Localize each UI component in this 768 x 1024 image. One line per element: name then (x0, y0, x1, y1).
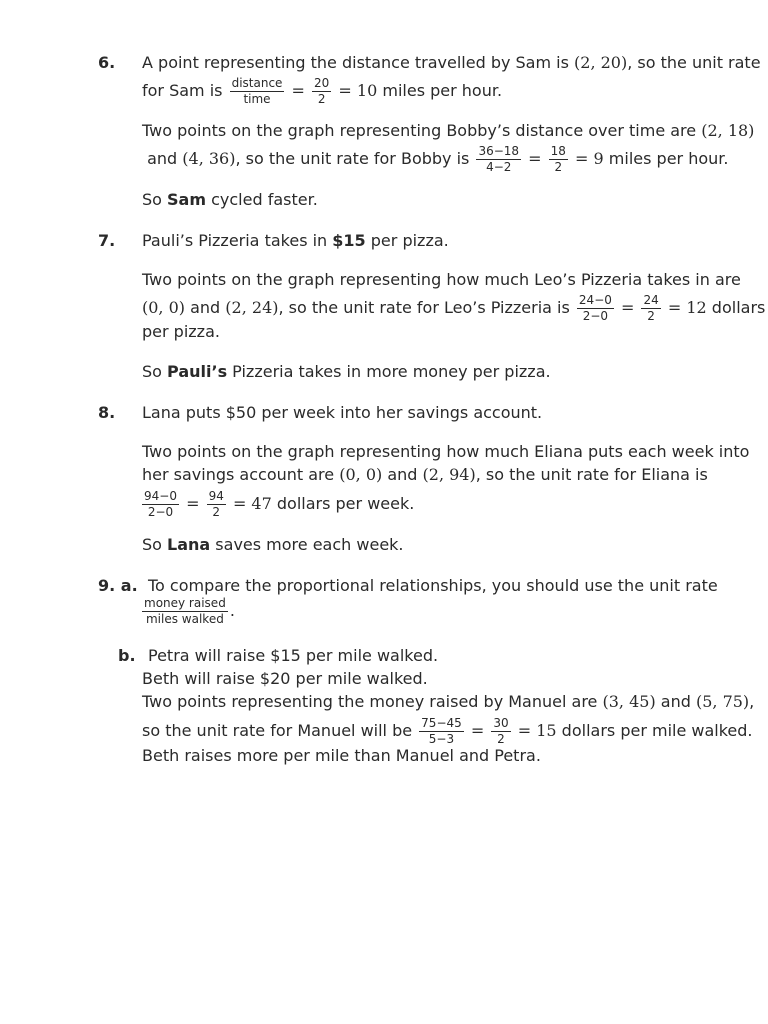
result: = 12 (667, 298, 707, 317)
text: and (382, 465, 423, 484)
coordinate: (2, 24) (225, 298, 279, 317)
result: = 10 (338, 81, 378, 100)
fraction: $\frac{20}{2}$ (314, 76, 330, 106)
text: Pauli’s Pizzeria takes in (142, 231, 333, 250)
text: dollars (706, 298, 766, 317)
text: miles per hour. (603, 149, 729, 168)
result: = 15 (517, 721, 557, 740)
text: So (142, 190, 168, 209)
equals: = (470, 721, 485, 740)
result: = 9 (575, 149, 604, 168)
coordinate: (2, 20) (574, 53, 628, 72)
text: , so the unit rate for Bobby is (235, 149, 475, 168)
text: Two points on the graph representing Bobby’s distance over time are (142, 121, 702, 140)
equals: = (186, 494, 200, 513)
coordinate: (0, 0) (142, 298, 186, 317)
q8-paragraph-1: Lana puts $50 per week into her savings account. (142, 403, 543, 422)
text: dollars per week. (271, 494, 415, 513)
text: Pizzeria takes in more money per pizza. (227, 362, 551, 381)
q8-conclusion (142, 533, 742, 556)
fraction: $\frac{75-45}{5-3}$ (421, 716, 462, 746)
text: and (655, 692, 696, 711)
q9b-line-1: Petra will raise $15 per mile walked. (148, 646, 439, 665)
fraction: $\frac{36-18}{4-2}$ (478, 144, 520, 174)
text: , (749, 692, 755, 711)
coordinate: (4, 36) (182, 149, 236, 168)
q9a-paragraph (148, 574, 748, 597)
text: dollars per mile walked. (556, 721, 753, 740)
text: per pizza. (365, 231, 449, 250)
fraction: $\frac{94}{2}$ (208, 489, 224, 519)
fraction: $\frac{24-0}{2-0}$ (578, 293, 612, 323)
question-number-7: 7. (98, 231, 116, 250)
text: , so the unit rate for Eliana is (475, 465, 708, 484)
question-number-9a: 9. a. (98, 576, 138, 595)
equals: = (528, 149, 542, 168)
text: So (142, 535, 168, 554)
text: , so the unit rate for Leo’s Pizzeria is (278, 298, 575, 317)
text: miles per hour. (377, 81, 503, 100)
q7-conclusion (142, 360, 742, 383)
q7-paragraph-1 (142, 229, 742, 252)
fraction: $\frac{30}{2}$ (493, 716, 509, 746)
text: Beth raises more per mile than Manuel and Petra. (142, 746, 541, 765)
text: Two points on the graph representing how much Eliana puts each week into (142, 442, 750, 461)
text: So (142, 362, 168, 381)
bold-amount: $15 (332, 231, 366, 250)
text: and (185, 298, 226, 317)
fraction: $\frac{\text{distance}}{\text{time}}$ (231, 76, 283, 106)
text: so the unit rate for Manuel will be (142, 721, 418, 740)
result: = 47 (232, 494, 272, 513)
bold-answer: Sam (167, 190, 207, 209)
text: and (147, 149, 183, 168)
question-number-9b: b. (118, 646, 136, 665)
text: A point representing the distance travelled by Sam is (142, 53, 575, 72)
text: her savings account are (142, 465, 340, 484)
q9b-paragraph (142, 667, 755, 767)
coordinate: (2, 94) (422, 465, 476, 484)
coordinate: (3, 45) (602, 692, 656, 711)
q6-paragraph-1 (142, 51, 761, 106)
text: cycled faster. (206, 190, 318, 209)
text: per pizza. (142, 322, 220, 341)
q6-conclusion (142, 188, 742, 211)
equals: = (620, 298, 635, 317)
q7-paragraph-2 (142, 268, 766, 343)
equals: = (291, 81, 305, 100)
fraction: $\frac{18}{2}$ (550, 144, 566, 174)
question-number-6: 6. (98, 53, 116, 72)
fraction: $\frac{24}{2}$ (643, 293, 659, 323)
text: Beth will raise $20 per mile walked. (142, 669, 428, 688)
text: Two points on the graph representing how much Leo’s Pizzeria takes in are (142, 270, 741, 289)
q9a-unit-rate (142, 597, 742, 626)
text: . (229, 601, 235, 620)
coordinate: (0, 0) (339, 465, 383, 484)
bold-answer: Lana (167, 535, 211, 554)
coordinate: (5, 75) (695, 692, 750, 711)
fraction: $\frac{94-0}{2-0}$ (144, 489, 177, 519)
text: saves more each week. (210, 535, 404, 554)
coordinate: (2, 18) (701, 121, 755, 140)
text: , so the unit rate (627, 53, 761, 72)
text: for Sam is (142, 81, 228, 100)
fraction: $\frac{\text{money raised}}{\text{miles walked}}$ (144, 596, 226, 626)
q6-paragraph-2 (142, 119, 755, 174)
text: Two points representing the money raised by Manuel are (142, 692, 603, 711)
text: To compare the proportional relationships, you should use the unit rate (148, 576, 718, 595)
question-number-8: 8. (98, 403, 116, 422)
q8-paragraph-2 (142, 440, 750, 519)
bold-answer: Pauli’s (167, 362, 228, 381)
